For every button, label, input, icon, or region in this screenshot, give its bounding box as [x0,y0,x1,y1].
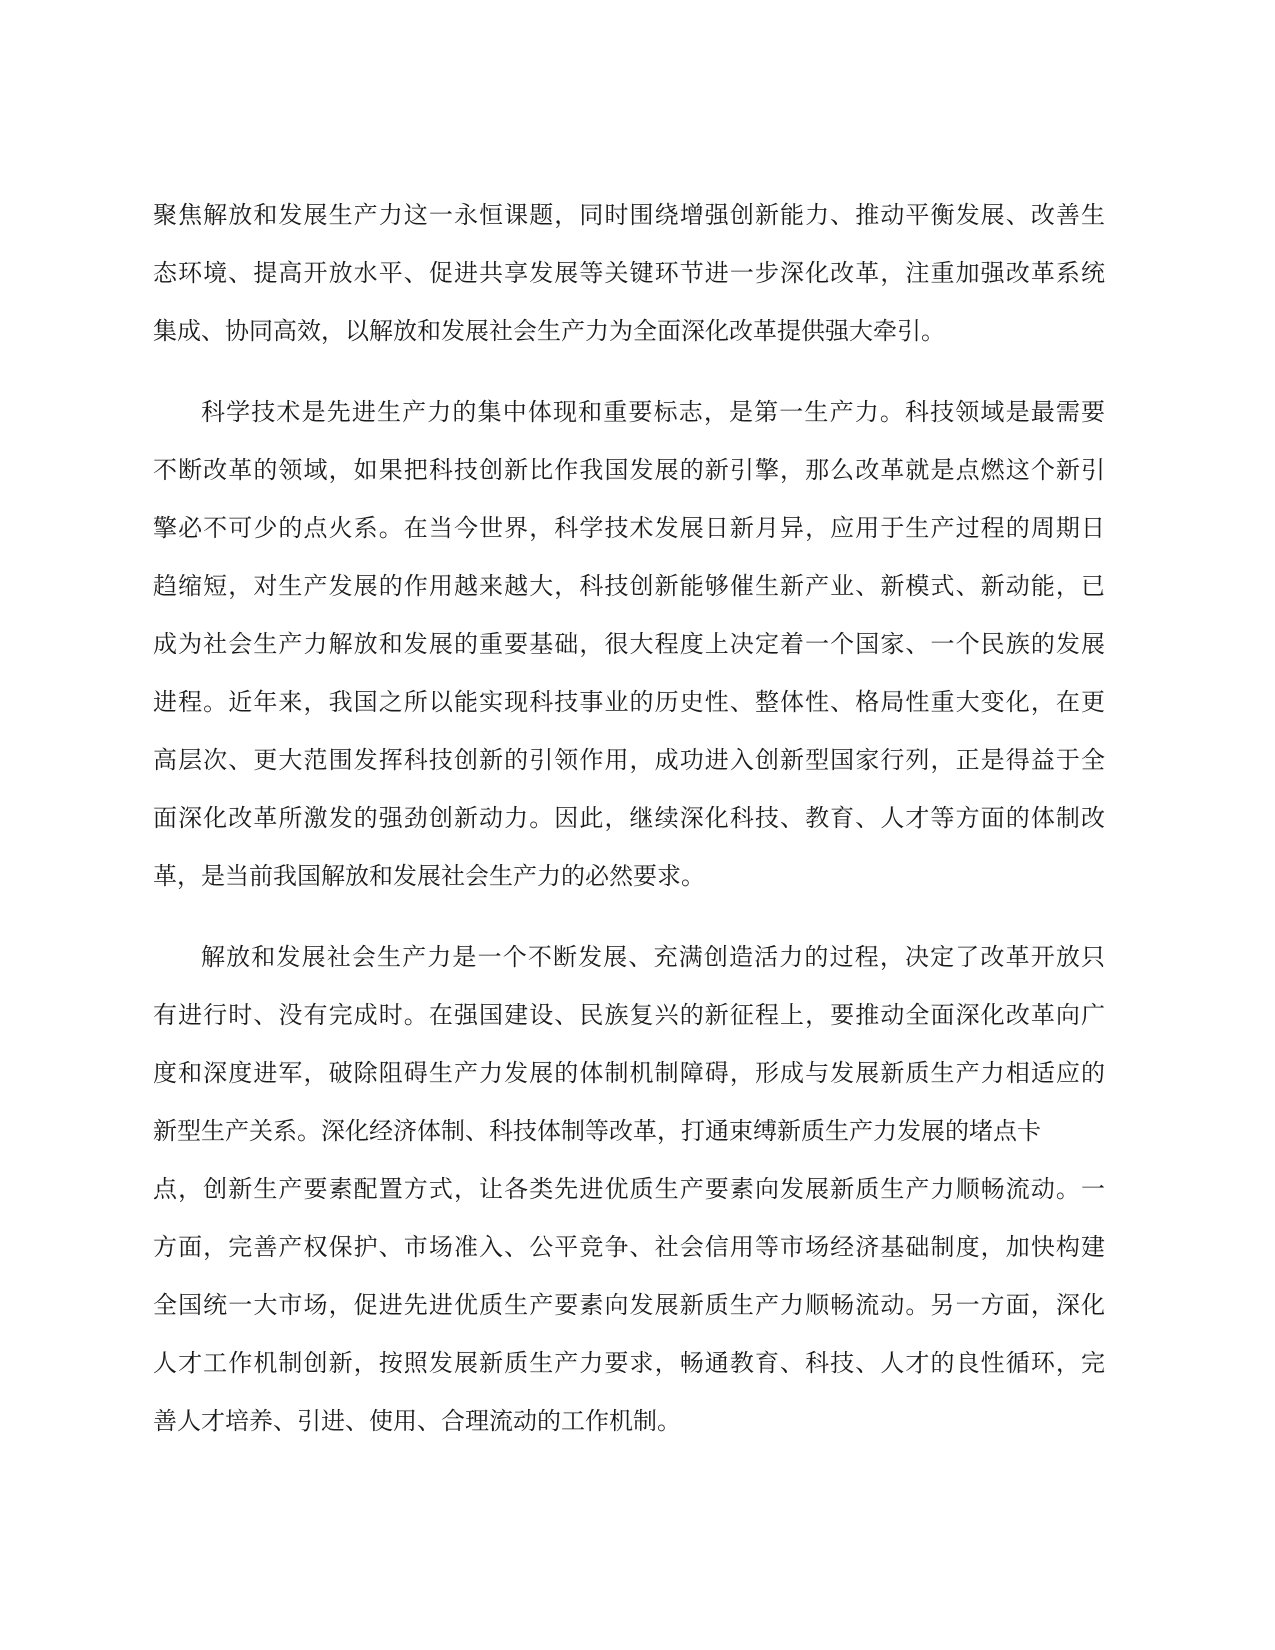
paragraph-line: 集成、协同高效，以解放和发展社会生产力为全面深化改革提供强大牵引。 [153,317,945,345]
paragraph-line: 人才工作机制创新，按照发展新质生产力要求，畅通教育、科技、人才的良性循环，完 [153,1349,1105,1377]
paragraph-line: 科学技术是先进生产力的集中体现和重要标志，是第一生产力。科技领域是最需要 [201,398,1105,426]
paragraph-2 [153,383,1105,905]
paragraph-line: 解放和发展社会生产力是一个不断发展、充满创造活力的过程，决定了改革开放只 [201,943,1105,971]
paragraph-line: 有进行时、没有完成时。在强国建设、民族复兴的新征程上，要推动全面深化改革向广 [153,1001,1105,1029]
paragraph-line: 方面，完善产权保护、市场准入、公平竞争、社会信用等市场经济基础制度，加快构建 [153,1233,1105,1261]
paragraph-line: 进程。近年来，我国之所以能实现科技事业的历史性、整体性、格局性重大变化，在更 [153,688,1105,716]
paragraph-line: 高层次、更大范围发挥科技创新的引领作用，成功进入创新型国家行列，正是得益于全 [153,746,1105,774]
paragraph-line: 趋缩短，对生产发展的作用越来越大，科技创新能够催生新产业、新模式、新动能，已 [153,572,1105,600]
paragraph-line: 不断改革的领域，如果把科技创新比作我国发展的新引擎，那么改革就是点燃这个新引 [153,456,1105,484]
paragraph-line: 擎必不可少的点火系。在当今世界，科学技术发展日新月异，应用于生产过程的周期日 [153,514,1105,542]
paragraph-line: 点，创新生产要素配置方式，让各类先进优质生产要素向发展新质生产力顺畅流动。一 [153,1175,1105,1203]
paragraph-line: 新型生产关系。深化经济体制、科技体制等改革，打通束缚新质生产力发展的堵点卡 [153,1117,1041,1145]
paragraph-line: 成为社会生产力解放和发展的重要基础，很大程度上决定着一个国家、一个民族的发展 [153,630,1105,658]
paragraph-line: 面深化改革所激发的强劲创新动力。因此，继续深化科技、教育、人才等方面的体制改 [153,804,1105,832]
paragraph-line: 聚焦解放和发展生产力这一永恒课题，同时围绕增强创新能力、推动平衡发展、改善生 [153,201,1105,229]
paragraph-line: 善人才培养、引进、使用、合理流动的工作机制。 [153,1407,681,1435]
paragraph-line: 态环境、提高开放水平、促进共享发展等关键环节进一步深化改革，注重加强改革系统 [153,259,1105,287]
paragraph-3 [153,928,1105,1450]
paragraph-line: 度和深度进军，破除阻碍生产力发展的体制机制障碍，形成与发展新质生产力相适应的 [153,1059,1105,1087]
paragraph-line: 全国统一大市场，促进先进优质生产要素向发展新质生产力顺畅流动。另一方面，深化 [153,1291,1105,1319]
paragraph-1 [153,186,1105,360]
paragraph-line: 革，是当前我国解放和发展社会生产力的必然要求。 [153,862,705,890]
